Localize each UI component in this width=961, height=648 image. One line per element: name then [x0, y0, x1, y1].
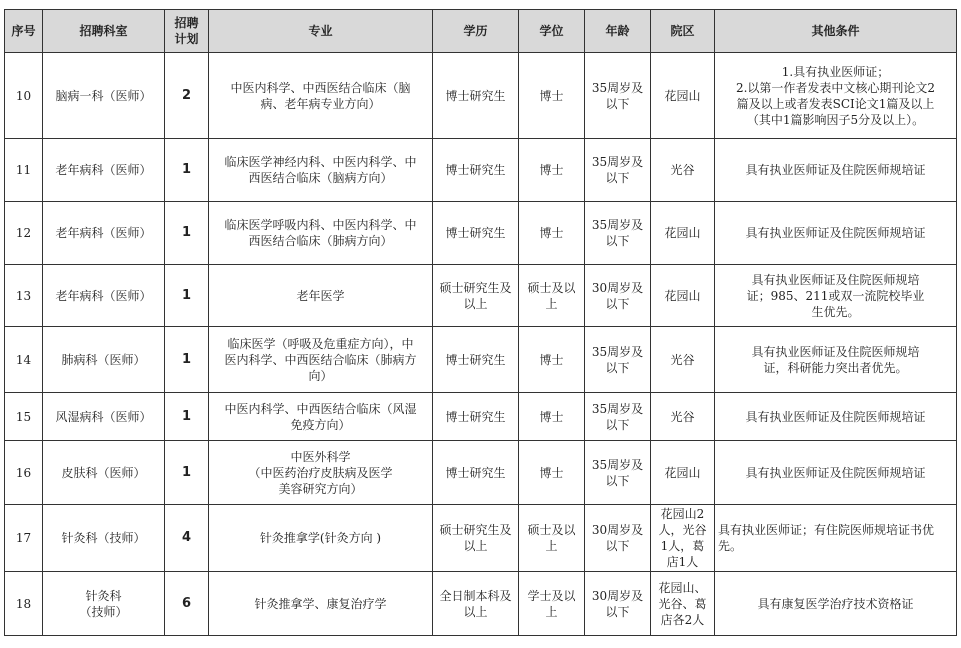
age-limit-cell [585, 53, 651, 139]
age-limit-line: 35周岁及 [591, 401, 644, 416]
degree-line: 博士 [539, 409, 564, 424]
age-limit-line: 以下 [605, 234, 630, 248]
education-cell [433, 505, 519, 572]
education-cell [433, 139, 519, 202]
degree-line: 上 [545, 296, 558, 311]
other-conditions-cell [715, 441, 957, 505]
table-row [5, 327, 957, 393]
education-line: 博士研究生 [445, 409, 506, 424]
header-row [5, 10, 957, 53]
campus-line: 人，光谷 [658, 523, 707, 537]
other-conditions-cell [715, 53, 957, 139]
degree-cell [519, 393, 585, 441]
age-limit-line: 30周岁及 [591, 280, 644, 295]
major-line: 西医结合临床（肺病方向） [248, 234, 393, 248]
department-line: 针灸科 [85, 588, 122, 603]
hiring-plan-cell: 1 [165, 393, 209, 441]
education-line: 博士研究生 [445, 352, 506, 367]
campus-cell [651, 53, 715, 139]
hiring-plan-cell: 1 [165, 139, 209, 202]
major-cell [209, 572, 433, 636]
education-line: 博士研究生 [445, 465, 506, 480]
other-conditions-line: 2.以第一作者发表中文核心期刊论文2 [735, 80, 936, 95]
degree-cell [519, 505, 585, 572]
campus-line: 花园山2 [660, 507, 705, 521]
hiring-plan-cell: 1 [165, 327, 209, 393]
degree-line: 上 [545, 539, 558, 553]
major-line: 临床医学（呼吸及危重症方向），中 [227, 336, 414, 351]
education-line: 硕士研究生及 [439, 523, 512, 537]
campus-line: 光谷 [670, 163, 695, 177]
campus-cell [651, 393, 715, 441]
degree-line: 博士 [539, 352, 564, 367]
table-row [5, 393, 957, 441]
major-cell [209, 393, 433, 441]
degree-line: 硕士及以 [527, 280, 576, 295]
other-conditions-cell [715, 505, 957, 572]
education-cell [433, 441, 519, 505]
degree-cell [519, 139, 585, 202]
table-body [5, 53, 957, 636]
other-conditions-line: 生优先。 [811, 304, 860, 319]
degree-cell [519, 572, 585, 636]
degree-line: 博士 [539, 226, 564, 240]
other-conditions-line: 具有执业医师证及住院医师规培 [751, 344, 920, 359]
row-number-cell: 16 [5, 441, 43, 505]
age-limit-line: 以下 [605, 539, 630, 553]
degree-line: 博士 [539, 465, 564, 480]
education-cell [433, 53, 519, 139]
major-line: 老年医学 [296, 288, 345, 303]
department-cell: 脑病一科（医师） [43, 53, 165, 139]
department-line: （技师） [79, 604, 128, 619]
major-cell [209, 53, 433, 139]
age-limit-line: 以下 [605, 360, 630, 375]
degree-cell [519, 202, 585, 265]
other-conditions-line: 具有执业医师证及住院医师规培证 [745, 226, 926, 240]
department-cell: 老年病科（医师） [43, 265, 165, 327]
degree-line: 博士 [539, 88, 564, 103]
education-line: 硕士研究生及 [439, 280, 512, 295]
other-conditions-line: 具有执业医师证及住院医师规培 [751, 272, 920, 287]
campus-cell [651, 265, 715, 327]
other-conditions-line: 证；985、211或双一流院校毕业 [746, 288, 925, 303]
major-line: 临床医学神经内科、中医内科学、中 [224, 155, 417, 169]
table-row [5, 572, 957, 636]
campus-cell [651, 572, 715, 636]
header-dept: 招聘科室 [43, 10, 165, 53]
table-row [5, 265, 957, 327]
degree-cell [519, 53, 585, 139]
hiring-plan-cell: 6 [165, 572, 209, 636]
department-cell: 老年病科（医师） [43, 202, 165, 265]
table-row [5, 202, 957, 265]
other-conditions-cell [715, 572, 957, 636]
header-degree: 学位 [519, 10, 585, 53]
department-cell: 肺病科（医师） [43, 327, 165, 393]
other-conditions-cell [715, 202, 957, 265]
campus-cell [651, 441, 715, 505]
other-conditions-line: 具有执业医师证；有住院医师规培证书优 [718, 523, 935, 537]
age-limit-cell [585, 327, 651, 393]
education-cell [433, 393, 519, 441]
education-line: 以上 [463, 539, 488, 553]
degree-line: 博士 [539, 163, 564, 177]
table-row [5, 441, 957, 505]
education-cell [433, 327, 519, 393]
education-cell [433, 265, 519, 327]
row-number-cell: 12 [5, 202, 43, 265]
row-number-cell: 15 [5, 393, 43, 441]
recruitment-table [4, 9, 957, 636]
campus-line: 1人，葛 [660, 539, 705, 553]
table-row [5, 53, 957, 139]
row-number-cell: 17 [5, 505, 43, 572]
age-limit-cell [585, 441, 651, 505]
other-conditions-line: 1.具有执业医师证； [781, 64, 890, 79]
education-line: 博士研究生 [445, 226, 506, 240]
other-conditions-cell [715, 139, 957, 202]
campus-line: 花园山 [664, 465, 701, 480]
other-conditions-cell [715, 393, 957, 441]
degree-line: 硕士及以 [527, 523, 576, 537]
age-limit-line: 35周岁及 [591, 344, 644, 359]
education-line: 博士研究生 [445, 163, 506, 177]
age-limit-line: 35周岁及 [591, 457, 644, 472]
header-other: 其他条件 [715, 10, 957, 53]
major-line: 免疫方向） [290, 417, 351, 432]
major-cell [209, 327, 433, 393]
degree-line: 学士及以 [527, 588, 576, 603]
other-conditions-line: 证，科研能力突出者优先。 [763, 360, 908, 375]
hiring-plan-cell: 1 [165, 265, 209, 327]
header-campus: 院区 [651, 10, 715, 53]
degree-cell [519, 327, 585, 393]
education-cell [433, 572, 519, 636]
age-limit-line: 35周岁及 [591, 218, 644, 232]
major-cell [209, 139, 433, 202]
other-conditions-line: （其中1篇影响因子5分及以上）。 [746, 112, 925, 127]
header-education: 学历 [433, 10, 519, 53]
hiring-plan-cell: 1 [165, 202, 209, 265]
age-limit-line: 以下 [605, 417, 630, 432]
campus-line: 花园山 [664, 226, 701, 240]
age-limit-line: 以下 [605, 473, 630, 488]
age-limit-line: 以下 [605, 96, 630, 111]
other-conditions-line: 具有执业医师证及住院医师规培证 [745, 465, 926, 480]
campus-cell [651, 327, 715, 393]
age-limit-line: 30周岁及 [591, 523, 644, 537]
major-line: 针灸推拿学(针灸方向 ) [259, 531, 382, 545]
major-cell [209, 441, 433, 505]
age-limit-line: 30周岁及 [591, 588, 644, 603]
age-limit-line: 以下 [605, 604, 630, 619]
major-line: 医内科学、中西医结合临床（肺病方 [224, 352, 417, 367]
education-line: 以上 [463, 604, 488, 619]
major-line: 西医结合临床（脑病方向） [248, 171, 393, 185]
header-no: 序号 [5, 10, 43, 53]
department-cell: 老年病科（医师） [43, 139, 165, 202]
header-plan-line: 招聘 [174, 16, 199, 30]
major-cell [209, 505, 433, 572]
degree-cell [519, 265, 585, 327]
other-conditions-line: 先。 [718, 539, 743, 553]
age-limit-cell [585, 139, 651, 202]
major-line: 中医内科学、中西医结合临床（风湿 [224, 401, 417, 416]
education-cell [433, 202, 519, 265]
department-cell: 皮肤科（医师） [43, 441, 165, 505]
age-limit-line: 以下 [605, 296, 630, 311]
campus-cell [651, 139, 715, 202]
major-line: （中医药治疗皮肤病及医学 [248, 465, 393, 480]
age-limit-cell [585, 505, 651, 572]
header-plan-line: 计划 [174, 32, 199, 46]
major-line: 中医外科学 [290, 449, 351, 464]
major-line: 美容研究方向） [278, 481, 363, 496]
campus-cell [651, 202, 715, 265]
hiring-plan-cell: 2 [165, 53, 209, 139]
major-cell [209, 265, 433, 327]
hiring-plan-cell: 4 [165, 505, 209, 572]
major-line: 中医内科学、中西医结合临床（脑 [230, 80, 411, 95]
campus-line: 光谷、葛 [658, 596, 707, 611]
campus-line: 花园山 [664, 88, 701, 103]
row-number-cell: 11 [5, 139, 43, 202]
age-limit-cell [585, 265, 651, 327]
row-number-cell: 13 [5, 265, 43, 327]
major-line: 向） [308, 368, 333, 383]
other-conditions-cell [715, 265, 957, 327]
other-conditions-line: 具有执业医师证及住院医师规培证 [745, 163, 926, 177]
other-conditions-line: 具有执业医师证及住院医师规培证 [745, 409, 926, 424]
campus-cell [651, 505, 715, 572]
header-plan [165, 10, 209, 53]
education-line: 博士研究生 [445, 88, 506, 103]
age-limit-line: 以下 [605, 171, 630, 185]
major-cell [209, 202, 433, 265]
header-age: 年龄 [585, 10, 651, 53]
row-number-cell: 18 [5, 572, 43, 636]
education-line: 以上 [463, 296, 488, 311]
campus-line: 光谷 [670, 352, 695, 367]
row-number-cell: 14 [5, 327, 43, 393]
campus-line: 花园山、 [658, 580, 707, 595]
degree-cell [519, 441, 585, 505]
age-limit-cell [585, 393, 651, 441]
header-major: 专业 [209, 10, 433, 53]
major-line: 临床医学呼吸内科、中医内科学、中 [224, 218, 417, 232]
campus-line: 店各2人 [660, 612, 705, 627]
age-limit-line: 35周岁及 [591, 80, 644, 95]
department-cell: 针灸科（技师） [43, 505, 165, 572]
department-cell [43, 572, 165, 636]
other-conditions-line: 具有康复医学治疗技术资格证 [757, 596, 914, 611]
major-line: 针灸推拿学、康复治疗学 [254, 596, 387, 611]
degree-line: 上 [545, 604, 558, 619]
campus-line: 花园山 [664, 288, 701, 303]
department-cell: 风湿病科（医师） [43, 393, 165, 441]
age-limit-cell [585, 572, 651, 636]
age-limit-line: 35周岁及 [591, 155, 644, 169]
row-number-cell: 10 [5, 53, 43, 139]
major-line: 病、老年病专业方向） [260, 96, 381, 111]
table-row [5, 139, 957, 202]
table-row [5, 505, 957, 572]
hiring-plan-cell: 1 [165, 441, 209, 505]
education-line: 全日制本科及 [439, 588, 512, 603]
campus-line: 店1人 [666, 555, 699, 569]
other-conditions-line: 篇及以上或者发表SCI论文1篇及以上 [736, 96, 935, 111]
other-conditions-cell [715, 327, 957, 393]
campus-line: 光谷 [670, 409, 695, 424]
age-limit-cell [585, 202, 651, 265]
